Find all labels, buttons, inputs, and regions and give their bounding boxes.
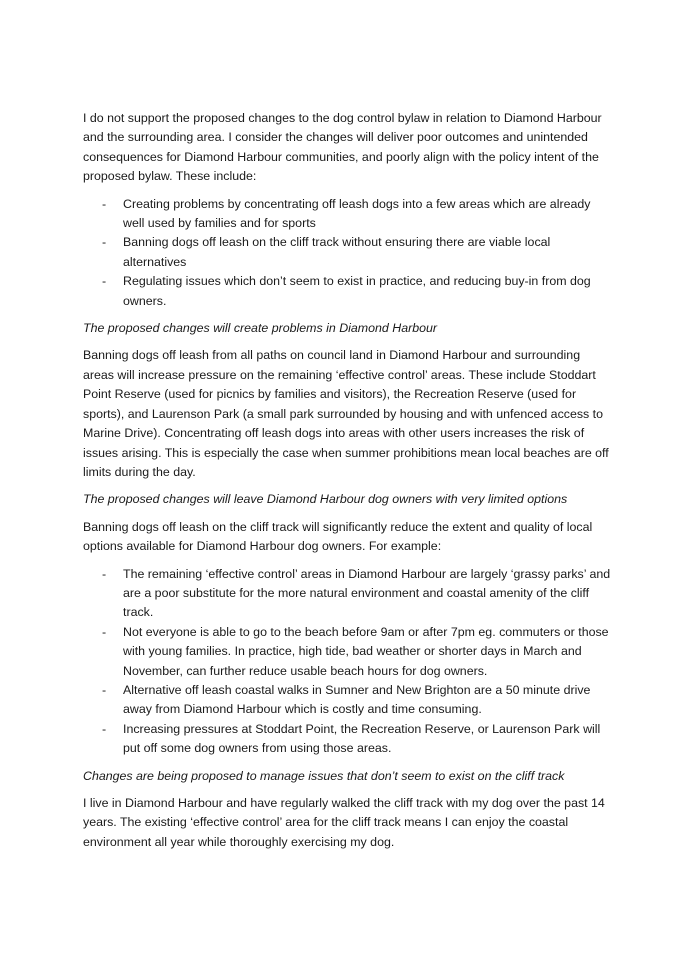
list-item-text: Banning dogs off leash on the cliff track without ensuring there are viable local alternatives xyxy=(123,235,551,269)
list-item xyxy=(83,623,613,681)
dash-bullet: - xyxy=(102,566,107,581)
dash-bullet: - xyxy=(102,196,107,211)
section-body-options: Banning dogs off leash on the cliff track will significantly reduce the extent and quality of local options available for Diamond Harbour dog owners. For example: xyxy=(83,519,593,554)
section-heading-problems: The proposed changes will create problems in Diamond Harbour xyxy=(83,321,438,336)
intro-list xyxy=(83,195,613,311)
dash-bullet: - xyxy=(102,235,107,250)
dash-bullet: - xyxy=(102,274,107,289)
list-item xyxy=(83,233,613,272)
section-body-problems: Banning dogs off leash from all paths on council land in Diamond Harbour and surrounding areas will increase pressure on the remaining ‘effective control’ areas. These include Stoddart Point Reserve (used for picnics by families and visitors), the Recreation Reserve (used for sports), and Laurenson Park (a small park surrounded by housing and with unfenced access to Marine Drive). Concentrating off leash dogs into areas with other users increases the risk of issues arising. This is especially the case when summer prohibitions mean local beaches are off limits during the day. xyxy=(83,348,609,479)
document-page xyxy=(83,109,613,860)
list-item-text: Not everyone is able to go to the beach before 9am or after 7pm eg. commuters or those with young families. In practice, high tide, bad weather or shorter days in March and November, can further reduce usable beach hours for dog owners. xyxy=(123,624,609,678)
list-item xyxy=(83,720,613,759)
list-item xyxy=(83,565,613,623)
list-item-text: Creating problems by concentrating off leash dogs into a few areas which are already well used by families and for sports xyxy=(123,196,591,231)
list-item xyxy=(83,272,613,311)
intro-paragraph: I do not support the proposed changes to the dog control bylaw in relation to Diamond Harbour and the surrounding area. I consider the changes will deliver poor outcomes and unintended consequences for Diamond Harbour communities, and poorly align with the policy intent of the proposed bylaw. These include: xyxy=(83,111,602,184)
dash-bullet: - xyxy=(102,682,107,697)
list-item-text: Regulating issues which don’t seem to exist in practice, and reducing buy-in from dog owners. xyxy=(123,274,591,308)
section-heading-options: The proposed changes will leave Diamond Harbour dog owners with very limited options xyxy=(83,492,568,507)
list-item-text: Alternative off leash coastal walks in Sumner and New Brighton are a 50 minute drive away from Diamond Harbour which is costly and time consuming. xyxy=(123,682,591,717)
list-item xyxy=(83,195,613,234)
section-body-cliff-track: I live in Diamond Harbour and have regularly walked the cliff track with my dog over the past 14 years. The existing ‘effective control’ area for the cliff track means I can enjoy the coastal environment all year while thoroughly exercising my dog. xyxy=(83,796,605,849)
dash-bullet: - xyxy=(102,721,107,736)
options-list xyxy=(83,565,613,759)
dash-bullet: - xyxy=(102,624,107,639)
section-heading-cliff-track: Changes are being proposed to manage issues that don’t seem to exist on the cliff track xyxy=(83,768,565,783)
list-item xyxy=(83,681,613,720)
list-item-text: Increasing pressures at Stoddart Point, the Recreation Reserve, or Laurenson Park will put off some dog owners from using those areas. xyxy=(123,721,601,756)
list-item-text: The remaining ‘effective control’ areas in Diamond Harbour are largely ‘grassy parks’ and are a poor substitute for the more natural environment and coastal amenity of the cliff track. xyxy=(123,566,611,620)
